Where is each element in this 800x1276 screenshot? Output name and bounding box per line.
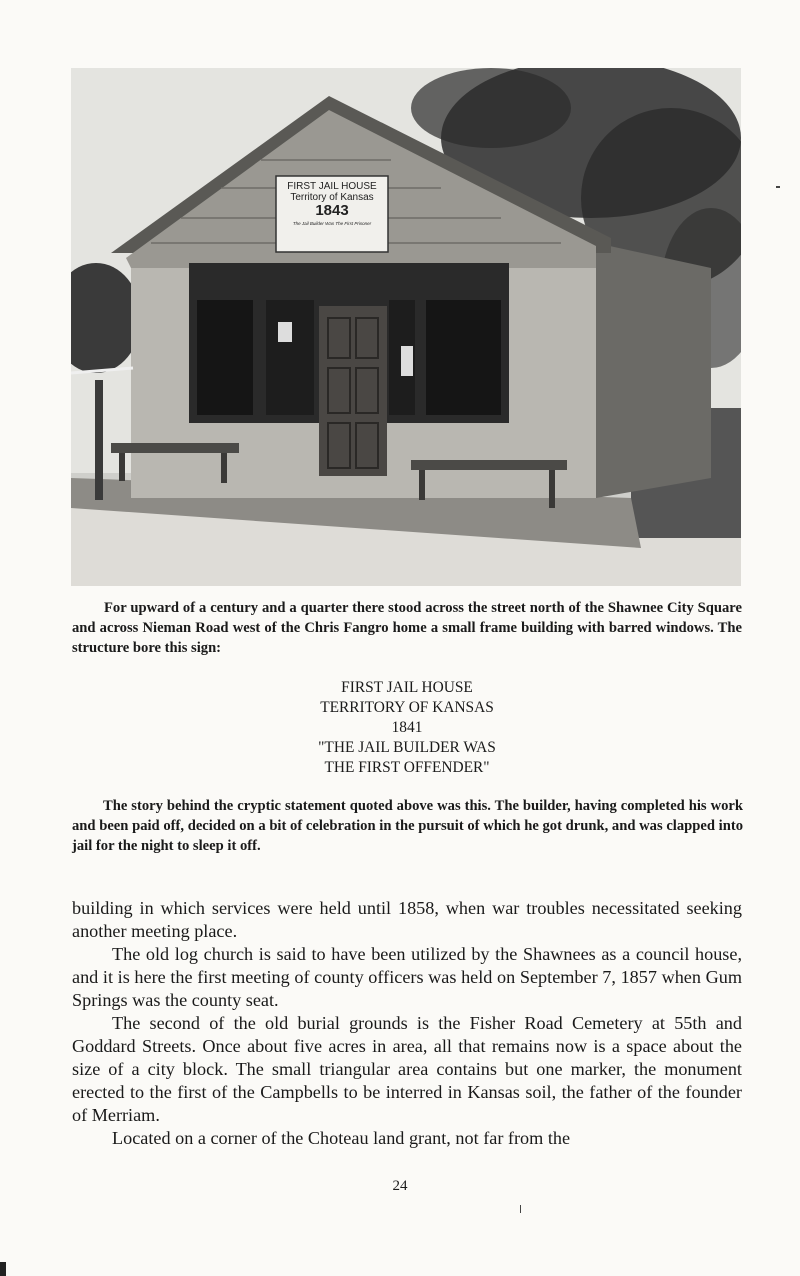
scan-edge-mark xyxy=(0,1262,6,1276)
photo-caption xyxy=(72,598,742,658)
sign-quote-line2: TERRITORY OF KANSAS xyxy=(320,699,494,716)
photo-caption-text: For upward of a century and a quarter there stood across the street north of the Shawnee City Square and across Nieman Road west of the Chris Fangro home a small frame building with barred windows. The structure bore this sign: xyxy=(72,600,742,656)
page-number: 24 xyxy=(392,1178,408,1194)
body-paragraph-4: Located on a corner of the Choteau land grant, not far from the xyxy=(112,1128,571,1148)
photo-sign-line1: FIRST JAIL HOUSE xyxy=(287,181,377,192)
sign-quotation xyxy=(72,678,742,778)
sign-quote-line5: THE FIRST OFFENDER" xyxy=(324,759,490,776)
photo-sign xyxy=(276,178,388,226)
sign-quote-line4: "THE JAIL BUILDER WAS xyxy=(318,739,496,756)
sign-quote-line3: 1841 xyxy=(391,719,423,736)
body-paragraph-2: The old log church is said to have been utilized by the Shawnees as a council house, and it is here the first meeting of county officers was held on September 7, 1857 when Gum Springs was the county seat. xyxy=(72,944,742,1010)
scan-speck xyxy=(520,1205,521,1213)
photo-sign-line4: The Jail Builder Was The First Prisoner xyxy=(292,220,372,226)
sign-quote-line1: FIRST JAIL HOUSE xyxy=(341,679,473,696)
jail-house-photo xyxy=(71,68,741,586)
story-paragraph xyxy=(72,796,743,856)
photo-sign-line2: Territory of Kansas xyxy=(290,191,374,203)
body-text xyxy=(72,897,742,1150)
story-text: The story behind the cryptic statement quoted above was this. The builder, having completed his work and been paid off, decided on a bit of celebration in the pursuit of which he got drunk, and was clapped into jail for the night to sleep it off. xyxy=(72,798,743,854)
scan-speck xyxy=(776,186,780,188)
body-paragraph-3: The second of the old burial grounds is the Fisher Road Cemetery at 55th and Goddard Streets. Once about five acres in area, all that remains now is a space about the size of a city block. The small triangular area contains but one marker, the monument erected to the first of the Campbells to be interred in Kansas soil, the father of the founder of Merriam. xyxy=(72,1013,742,1125)
body-paragraph-1: building in which services were held until 1858, when war troubles necessitated seeking another meeting place. xyxy=(72,898,742,941)
photo-sign-year: 1843 xyxy=(315,202,349,219)
